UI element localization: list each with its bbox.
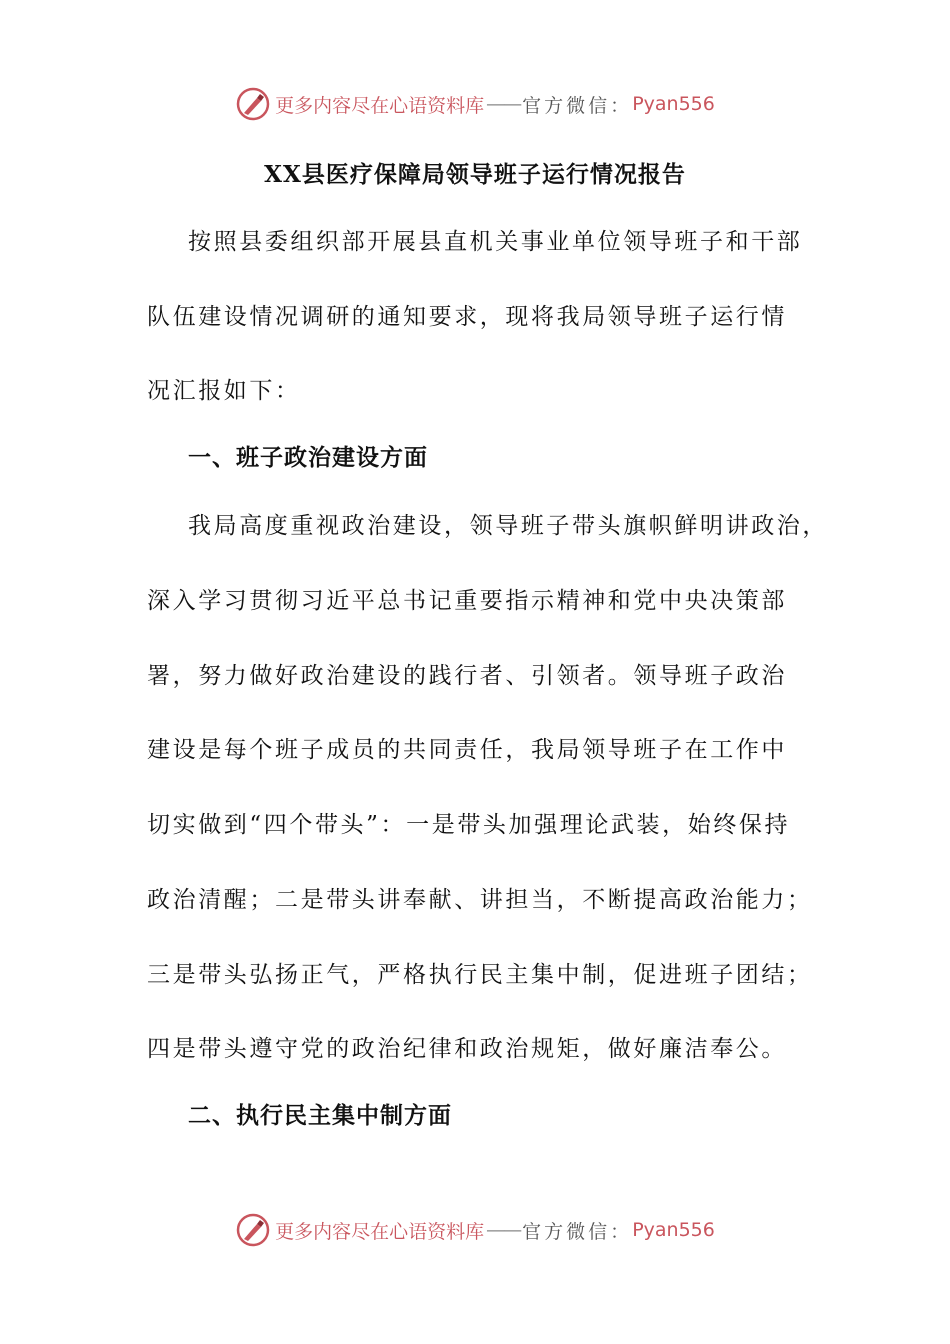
- paragraph-line: 政治清醒；二是带头讲奉献、讲担当，不断提高政治能力；: [147, 887, 813, 913]
- paragraph-line: 队伍建设情况调研的通知要求，现将我局领导班子运行情: [147, 304, 787, 330]
- banner-separator: ——: [486, 93, 521, 115]
- pen-logo-icon: [235, 86, 271, 122]
- paragraph-line: 切实做到“四个带头”：一是带头加强理论武装，始终保持: [147, 812, 791, 838]
- banner-text: 更多内容尽在心语资料库: [275, 94, 485, 117]
- pen-logo-icon: [235, 1212, 271, 1248]
- paragraph-line: 三是带头弘扬正气，严格执行民主集中制，促进班子团结；: [147, 962, 813, 988]
- paragraph-line: 我局高度重视政治建设，领导班子带头旗帜鲜明讲政治，: [188, 513, 828, 539]
- banner-wechat-id: Pyan556: [632, 93, 715, 115]
- document-title: XX县医疗保障局领导班子运行情况报告: [264, 161, 686, 188]
- header-banner: [0, 84, 950, 124]
- paragraph-line: 按照县委组织部开展县直机关事业单位领导班子和干部: [188, 229, 803, 255]
- banner-wechat-label: 官方微信：: [522, 1220, 633, 1243]
- banner-separator: ——: [486, 1219, 521, 1241]
- section-heading: 二、执行民主集中制方面: [188, 1102, 452, 1129]
- banner-wechat-label: 官方微信：: [522, 94, 633, 117]
- paragraph-line: 署，努力做好政治建设的践行者、引领者。领导班子政治: [147, 663, 787, 689]
- paragraph-line: 况汇报如下：: [147, 378, 301, 404]
- section-heading: 一、班子政治建设方面: [188, 444, 428, 471]
- banner-wechat-id: Pyan556: [632, 1219, 715, 1241]
- paragraph-line: 四是带头遵守党的政治纪律和政治规矩，做好廉洁奉公。: [147, 1036, 787, 1062]
- footer-banner: [0, 1210, 950, 1250]
- paragraph-line: 建设是每个班子成员的共同责任，我局领导班子在工作中: [147, 737, 787, 763]
- paragraph-line: 深入学习贯彻习近平总书记重要指示精神和党中央决策部: [147, 588, 787, 614]
- banner-text: 更多内容尽在心语资料库: [275, 1220, 485, 1243]
